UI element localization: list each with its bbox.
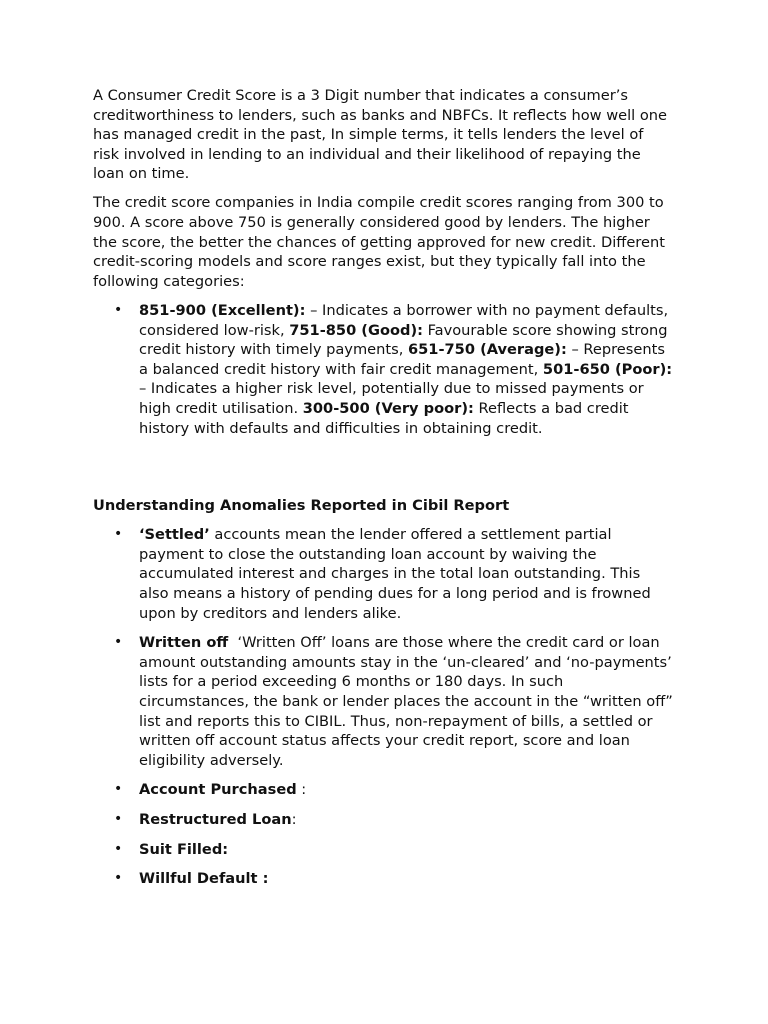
verypoor-text: Reflects a bad credit history with defaults and difficulties in obtaining credit. bbox=[139, 399, 629, 437]
bullet-icon: • bbox=[114, 781, 123, 798]
bullet-icon: • bbox=[114, 810, 123, 827]
score-categories-list bbox=[93, 301, 673, 438]
anomalies-list bbox=[93, 525, 678, 889]
average-text: – Represents a balanced credit history with fair credit management, bbox=[139, 341, 665, 378]
intro-paragraph-1: A Consumer Credit Score is a 3 Digit number that indicates a consumer’s creditworthiness to lenders, such as banks and NBFCs. It reflects how well one has managed credit in the past, In simple terms, it tells lenders the level of risk involved in lending to an individual and their likelihood of repaying the loan on time. bbox=[93, 87, 668, 183]
intro-paragraph-2: The credit score companies in India compile credit scores ranging from 300 to 900. A score above 750 is generally considered good by lenders. The higher the score, the better the chances of getting approved for new credit. Different credit-scoring models and score ranges exist, but they typically fall into the following categories: bbox=[93, 194, 665, 290]
excellent-text: – Indicates a borrower with no payment defaults, considered low-risk, bbox=[139, 301, 669, 339]
good-text: Favourable score showing strong credit history with timely payments, bbox=[139, 321, 668, 359]
bullet-icon: • bbox=[114, 634, 123, 651]
anomaly-item-suit-filled bbox=[93, 840, 673, 860]
anomaly-item-written-off bbox=[93, 633, 678, 770]
good-label: 751-850 (Good): bbox=[289, 321, 423, 339]
section-spacer bbox=[93, 448, 673, 496]
anomaly-text: : bbox=[296, 781, 307, 799]
anomaly-label: ‘Settled’ bbox=[139, 526, 210, 544]
poor-label: 501-650 (Poor): bbox=[542, 360, 673, 378]
anomaly-item-restructured-loan bbox=[93, 810, 673, 830]
anomaly-item-settled bbox=[93, 525, 673, 623]
anomaly-text: accounts mean the lender offered a settlement partial payment to close the outstanding loan account by waiving the accumulated interest and charges in the total loan outstanding. This also means a history of pending dues for a long period and is frowned upon by creditors and lenders alike. bbox=[139, 526, 651, 622]
anomaly-label: Written off bbox=[139, 634, 229, 652]
anomaly-label: Willful Default : bbox=[139, 870, 269, 888]
anomaly-text: : bbox=[291, 810, 297, 828]
excellent-label: 851-900 (Excellent): bbox=[139, 301, 306, 319]
anomalies-heading: Understanding Anomalies Reported in Cibil Report bbox=[93, 497, 510, 515]
anomaly-item-account-purchased bbox=[93, 780, 673, 800]
anomaly-label: Account Purchased bbox=[139, 781, 297, 799]
bullet-icon: • bbox=[114, 526, 123, 543]
score-categories-item bbox=[93, 301, 673, 438]
bullet-icon: • bbox=[114, 870, 123, 887]
anomaly-label: Restructured Loan bbox=[139, 810, 292, 828]
document-page bbox=[93, 86, 678, 899]
poor-text: – Indicates a higher risk level, potentially due to missed payments or high credit utilisation. bbox=[139, 380, 644, 417]
bullet-icon: • bbox=[114, 301, 123, 318]
anomaly-item-willful-default bbox=[93, 869, 673, 889]
bullet-icon: • bbox=[114, 840, 123, 857]
anomaly-label: Suit Filled: bbox=[139, 840, 229, 858]
average-label: 651-750 (Average): bbox=[408, 341, 567, 359]
anomaly-text: ‘Written Off’ loans are those where the credit card or loan amount outstanding amounts stay in the ‘un-cleared’ and ‘no-payments’ lists for a period exceeding 6 months or 180 days. In such circumstances, the bank or lender places the account in the “written off” list and reports this to CIBIL. Thus, non-repayment of bills, a settled or written off account status affects your credit report, score and loan eligibility adversely. bbox=[139, 634, 678, 769]
verypoor-label: 300-500 (Very poor): bbox=[302, 399, 474, 417]
